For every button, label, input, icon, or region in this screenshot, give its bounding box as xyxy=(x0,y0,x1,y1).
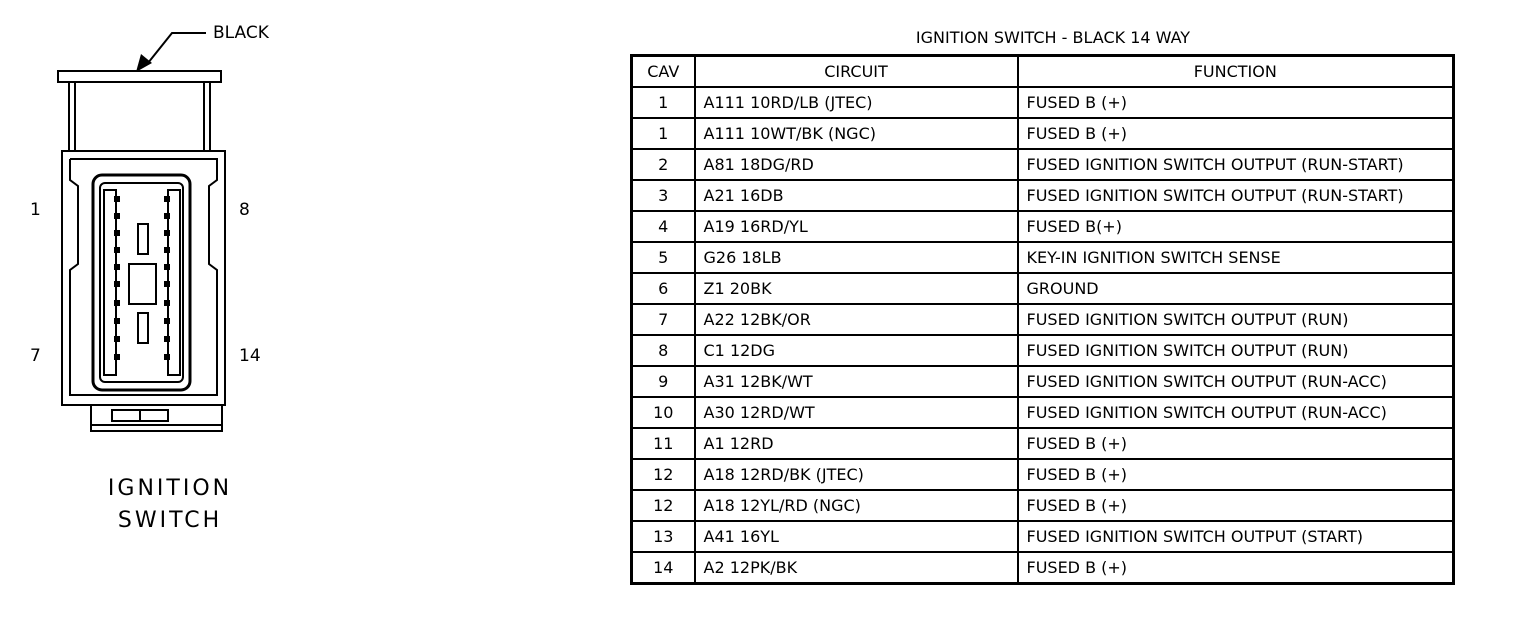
cavity-housing xyxy=(93,175,190,390)
connector-diagram xyxy=(0,0,600,644)
cell-function: FUSED B(+) xyxy=(1018,211,1454,242)
table-title: IGNITION SWITCH - BLACK 14 WAY xyxy=(915,28,1191,47)
table-row xyxy=(632,149,1454,180)
cell-function: FUSED B (+) xyxy=(1018,490,1454,521)
cell-circuit: G26 18LB xyxy=(695,242,1018,273)
cell-circuit: A30 12RD/WT xyxy=(695,397,1018,428)
table-row xyxy=(632,242,1454,273)
table-row xyxy=(632,490,1454,521)
connector-name-line1: IGNITION xyxy=(107,476,233,501)
connector-name-line2: SWITCH xyxy=(117,508,223,533)
cell-cav: 11 xyxy=(632,428,695,459)
table-row xyxy=(632,211,1454,242)
table-header-row xyxy=(632,56,1454,88)
cell-circuit: A1 12RD xyxy=(695,428,1018,459)
cell-circuit: Z1 20BK xyxy=(695,273,1018,304)
cell-function: FUSED IGNITION SWITCH OUTPUT (RUN-START) xyxy=(1018,180,1454,211)
pin-label-1: 1 xyxy=(30,200,41,220)
cell-circuit: A111 10WT/BK (NGC) xyxy=(695,118,1018,149)
cell-function: FUSED IGNITION SWITCH OUTPUT (RUN) xyxy=(1018,304,1454,335)
cell-function: GROUND xyxy=(1018,273,1454,304)
table-row xyxy=(632,304,1454,335)
cell-cav: 2 xyxy=(632,149,695,180)
leader-arrowhead xyxy=(136,54,152,72)
pinout-table xyxy=(630,54,1455,585)
table-row xyxy=(632,335,1454,366)
cell-cav: 1 xyxy=(632,118,695,149)
table-row xyxy=(632,273,1454,304)
connector-drawing xyxy=(0,0,600,644)
cell-function: FUSED B (+) xyxy=(1018,428,1454,459)
cell-function: FUSED B (+) xyxy=(1018,459,1454,490)
pin-label-8: 8 xyxy=(239,200,250,220)
table-row xyxy=(632,552,1454,584)
cell-function: FUSED IGNITION SWITCH OUTPUT (RUN-ACC) xyxy=(1018,397,1454,428)
header-cav: CAV xyxy=(632,56,695,88)
cell-function: FUSED IGNITION SWITCH OUTPUT (RUN-ACC) xyxy=(1018,366,1454,397)
table-row xyxy=(632,428,1454,459)
cell-function: FUSED IGNITION SWITCH OUTPUT (RUN-START) xyxy=(1018,149,1454,180)
cell-circuit: A19 16RD/YL xyxy=(695,211,1018,242)
cell-circuit: A31 12BK/WT xyxy=(695,366,1018,397)
connector-top-cap xyxy=(58,71,221,82)
pin-label-14: 14 xyxy=(239,346,261,366)
cell-circuit: A21 16DB xyxy=(695,180,1018,211)
cell-circuit: A22 12BK/OR xyxy=(695,304,1018,335)
connector-body xyxy=(62,151,225,405)
cell-circuit: A18 12RD/BK (JTEC) xyxy=(695,459,1018,490)
cell-cav: 8 xyxy=(632,335,695,366)
table-row xyxy=(632,180,1454,211)
table-row xyxy=(632,87,1454,118)
cell-circuit: A18 12YL/RD (NGC) xyxy=(695,490,1018,521)
cell-cav: 14 xyxy=(632,552,695,584)
cell-circuit: A2 12PK/BK xyxy=(695,552,1018,584)
pin-label-7: 7 xyxy=(30,346,41,366)
color-leader-line xyxy=(148,33,206,63)
cell-function: FUSED B (+) xyxy=(1018,552,1454,584)
cell-cav: 12 xyxy=(632,459,695,490)
cell-cav: 13 xyxy=(632,521,695,552)
cell-function: FUSED B (+) xyxy=(1018,118,1454,149)
table-body xyxy=(632,87,1454,584)
cell-cav: 9 xyxy=(632,366,695,397)
cell-cav: 10 xyxy=(632,397,695,428)
connector-color-label: BLACK xyxy=(213,23,269,43)
cell-function: FUSED IGNITION SWITCH OUTPUT (RUN) xyxy=(1018,335,1454,366)
cell-cav: 1 xyxy=(632,87,695,118)
table-row xyxy=(632,521,1454,552)
cell-cav: 6 xyxy=(632,273,695,304)
cell-function: FUSED B (+) xyxy=(1018,87,1454,118)
cell-cav: 4 xyxy=(632,211,695,242)
cell-cav: 5 xyxy=(632,242,695,273)
cell-cav: 7 xyxy=(632,304,695,335)
table-row xyxy=(632,459,1454,490)
cell-circuit: C1 12DG xyxy=(695,335,1018,366)
connector-name xyxy=(60,473,280,537)
table-row xyxy=(632,118,1454,149)
cell-circuit: A41 16YL xyxy=(695,521,1018,552)
cell-function: FUSED IGNITION SWITCH OUTPUT (START) xyxy=(1018,521,1454,552)
header-function: FUNCTION xyxy=(1018,56,1454,88)
cell-function: KEY-IN IGNITION SWITCH SENSE xyxy=(1018,242,1454,273)
header-circuit: CIRCUIT xyxy=(695,56,1018,88)
table-row xyxy=(632,397,1454,428)
cell-cav: 3 xyxy=(632,180,695,211)
cell-circuit: A111 10RD/LB (JTEC) xyxy=(695,87,1018,118)
cell-cav: 12 xyxy=(632,490,695,521)
cell-circuit: A81 18DG/RD xyxy=(695,149,1018,180)
table-row xyxy=(632,366,1454,397)
